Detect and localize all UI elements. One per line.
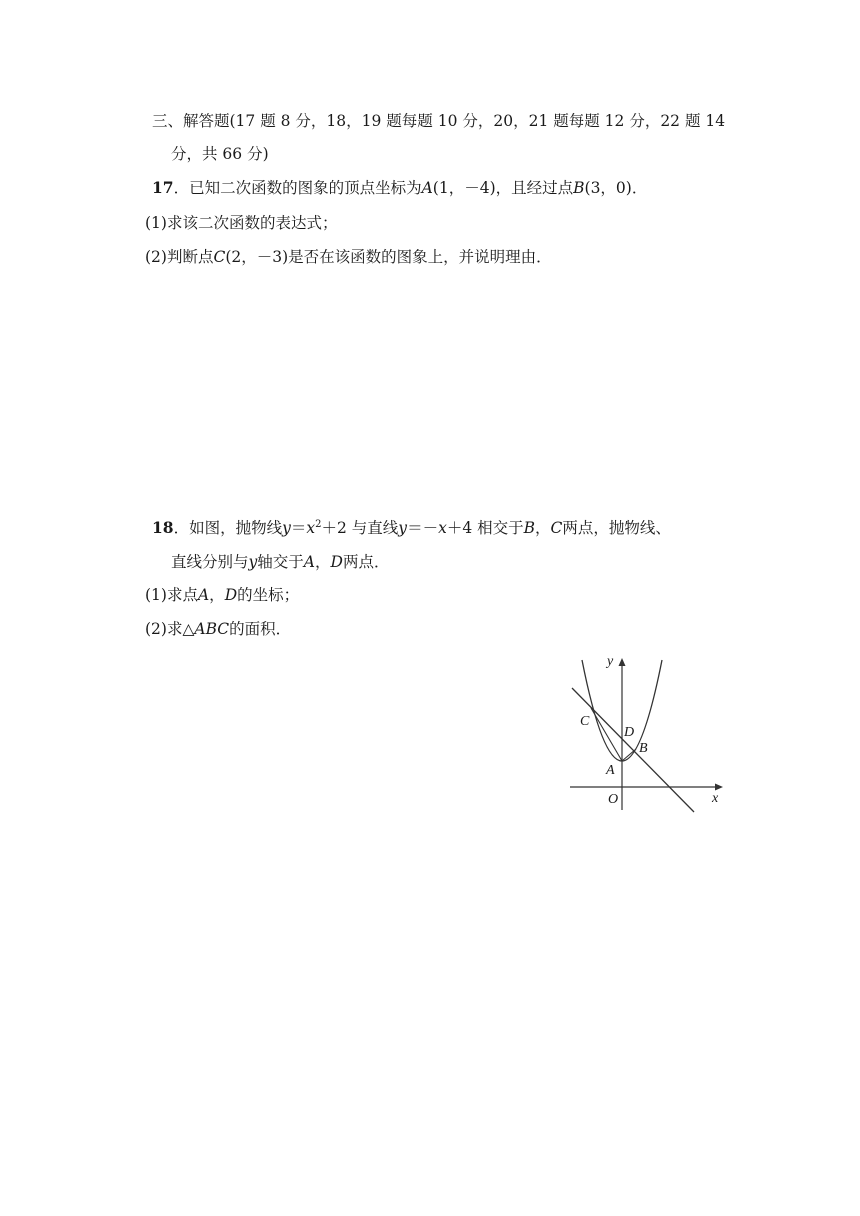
q18-exponent: 2 [315,519,322,530]
q18-stem-text-cont: 两点，抛物线、 [562,519,671,537]
q18-line2-D: D [330,553,343,571]
q18-var-x2: x [438,519,447,537]
q18-line2-text: 直线分别与 [171,553,249,571]
q18-line2-y: y [248,553,258,571]
straight-line [572,688,694,812]
q17-coord-B: (3，0)． [584,179,648,197]
q18-point-C: C [550,519,563,537]
q18-var-x1: x [306,519,316,537]
q18-graph-figure [560,648,735,818]
q18-part1-comma: ， [209,586,225,604]
q17-part2-text: (2)判断点 [145,248,214,266]
q18-triangle-ABC: ABC [194,620,230,638]
q18-stem [152,518,671,538]
q18-eq1-end: ＋2 与直线 [321,519,399,537]
label-A: A [606,763,615,778]
q18-line2-comma: ， [315,553,331,571]
q18-var-y1: y [282,519,291,537]
q18-var-y2: y [398,519,408,537]
label-O: O [608,792,619,807]
label-x: x [712,791,719,806]
section-heading-line1 [152,111,725,131]
segment-AB [622,749,636,761]
q17-part1-text: (1)求该二次函数的表达式； [145,214,338,232]
section-heading-text-cont: 分，共 66 分) [171,145,269,163]
q18-part1-A: A [197,586,210,604]
q17-stem-text: ．已知二次函数的图象的顶点坐标为 [173,179,422,197]
label-D: D [624,725,635,740]
q18-line2-text-b: 轴交于 [257,553,304,571]
section-heading-text: 三、解答题(17 题 8 分，18，19 题每题 10 分，20，21 题每题 12 分，22 题 14 [152,112,726,130]
q18-line2-A: A [303,553,315,571]
q18-part1-text-b: 的坐标； [237,586,300,604]
q18-eq1-mid: ＝ [290,519,307,537]
q18-number: 18 [152,518,174,537]
q17-point-C: C [213,248,226,266]
q17-point-A: A [421,179,433,197]
label-y: y [607,654,614,669]
y-axis-arrow-icon [619,658,626,666]
q18-part1-D: D [224,586,238,604]
q18-part2 [145,619,291,639]
q18-eq2-mid: ＝－ [407,519,439,537]
q17-coord-A: (1，－4)，且经过点 [432,179,574,197]
q17-point-B: B [573,179,585,197]
q17-stem [152,178,647,198]
label-C: C [580,714,590,729]
q18-part2-text: (2)求△ [145,620,195,638]
x-axis-arrow-icon [715,784,723,791]
q18-part1-text: (1)求点 [145,586,198,604]
q18-comma: ， [535,519,551,537]
q18-stem-line2 [171,552,389,572]
q18-point-B: B [523,519,536,537]
q18-eq2-end: ＋4 相交于 [446,519,524,537]
q18-part2-text-b: 的面积． [229,620,292,638]
q17-part1 [145,213,337,233]
q17-number: 17 [152,178,174,197]
q17-part2 [145,247,552,267]
section-heading-line2 [171,144,269,164]
q18-line2-text-c: 两点． [342,553,390,571]
q17-part2-text-cont: (2，－3)是否在该函数的图象上，并说明理由． [225,248,552,266]
q18-stem-text: ．如图，抛物线 [173,519,283,537]
q18-part1 [145,585,299,605]
label-B: B [639,741,648,756]
